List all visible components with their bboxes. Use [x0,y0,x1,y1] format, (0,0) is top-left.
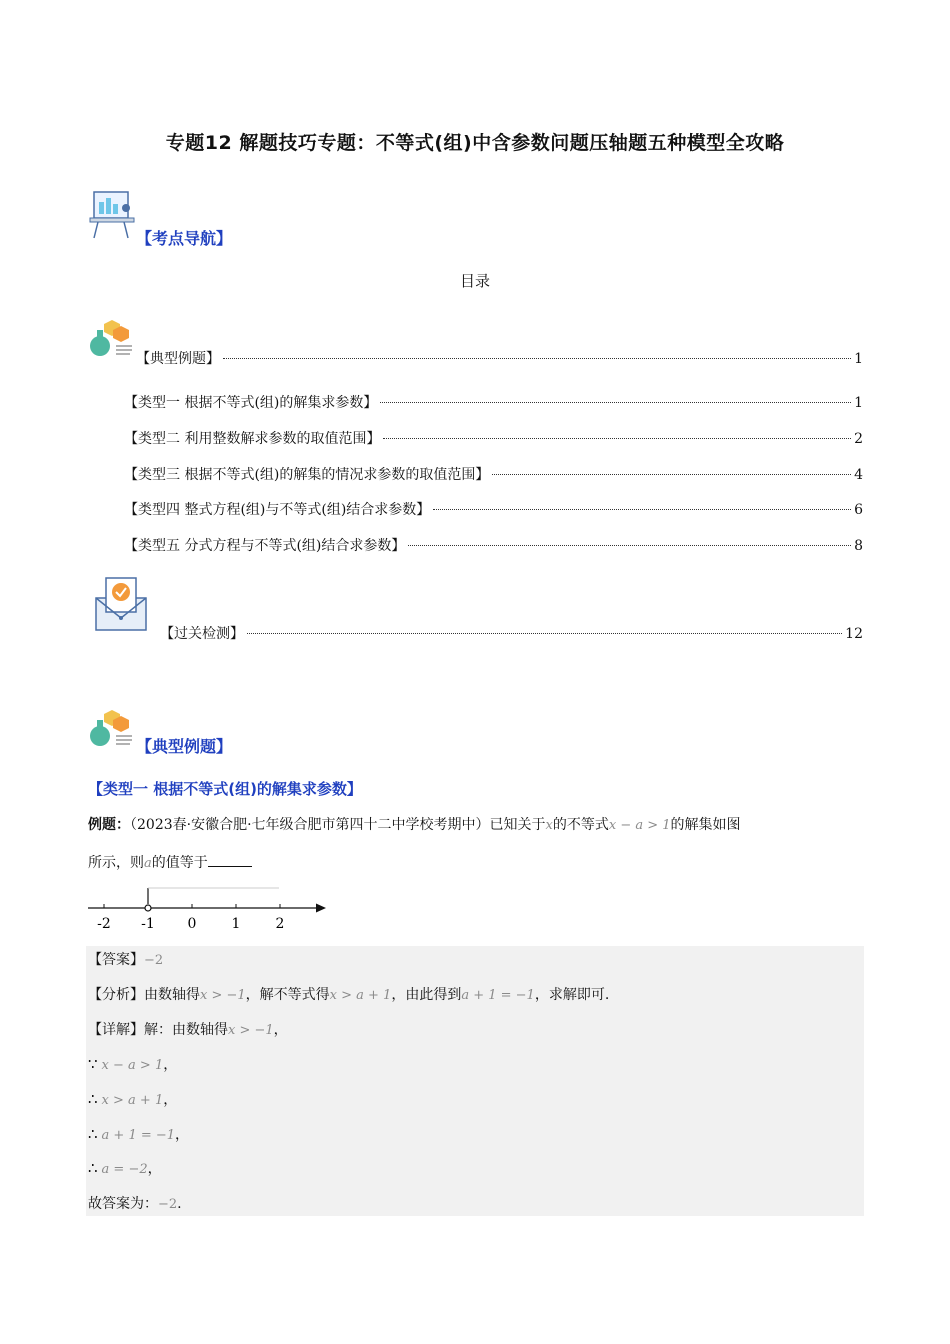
lab-flask-icon [88,708,136,750]
final-answer-line: 故答案为：−2. [88,1196,182,1212]
toc-item-type4[interactable] [124,499,863,519]
toc-item-page: 8 [854,538,863,554]
toc-item-typical[interactable] [136,348,863,368]
toc-leader [408,545,851,546]
toc-leader [492,474,851,475]
toc-item-label: 【类型二 利用整数解求参数的取值范围】 [124,431,381,447]
detail-line: 【详解】解：由数轴得x > −1， [88,1022,288,1038]
nav-heading: 【考点导航】 [136,229,233,248]
toc-leader [383,438,851,439]
presentation-icon [88,188,138,240]
answer-blank [208,852,252,867]
toc-item-label: 【过关检测】 [160,626,244,642]
tick-label: 1 [231,916,241,932]
answer-line: 【答案】−2 [88,952,164,968]
page-title: 专题12 解题技巧专题：不等式(组)中含参数问题压轴题五种模型全攻略 [165,132,785,154]
open-point [145,905,151,911]
toc-item-type5[interactable] [124,535,863,555]
toc-title: 目录 [459,272,490,290]
lab-flask-icon [88,318,136,360]
example-question: 例题：（2023春·安徽合肥·七年级合肥市第四十二中学校考期中）已知关于x的不等式x − a > 1的解集如图 [88,817,741,833]
toc-item-page: 4 [854,467,863,483]
analysis-line: 【分析】由数轴得x > −1，解不等式得x > a + 1，由此得到a + 1 = −1，求解即可. [88,987,610,1003]
toc-leader [247,633,842,634]
toc-item-page: 2 [854,431,863,447]
toc-item-page: 1 [854,395,863,411]
toc-item-label: 【类型四 整式方程(组)与不等式(组)结合求参数】 [124,502,431,518]
toc-leader [433,509,851,510]
tick-label: 2 [275,916,285,932]
toc-item-label: 【类型五 分式方程与不等式(组)结合求参数】 [124,538,406,554]
step-line: ∴ a + 1 = −1， [88,1125,190,1143]
toc-item-check[interactable] [160,623,863,643]
example-label: 例题： [88,817,130,833]
number-line [86,884,336,936]
step-line: ∴ a = −2， [88,1159,162,1177]
toc-item-page: 12 [845,626,863,642]
toc-item-type3[interactable] [124,464,863,484]
tick-label: -1 [141,916,155,932]
section-heading: 【典型例题】 [136,737,233,756]
toc-item-type2[interactable] [124,428,863,448]
example-question-line2: 所示，则a的值等于 [88,852,863,874]
tick-label: 0 [187,916,197,932]
toc-leader [223,358,851,359]
tick-label: -2 [97,916,111,932]
toc-item-label: 【类型一 根据不等式(组)的解集求参数】 [124,395,378,411]
toc-item-page: 1 [854,351,863,367]
toc-item-type1[interactable] [124,392,863,412]
toc-item-page: 6 [854,502,863,518]
toc-item-label: 【类型三 根据不等式(组)的解集的情况求参数的取值范围】 [124,467,490,483]
type1-heading: 【类型一 根据不等式(组)的解集求参数】 [88,780,362,798]
step-line: ∴ x > a + 1， [88,1090,178,1108]
toc-item-label: 【典型例题】 [136,351,220,367]
toc-leader [380,402,851,403]
check-envelope-icon [94,574,150,632]
step-line: ∵ x − a > 1， [88,1055,178,1073]
axis-arrow [316,904,326,913]
